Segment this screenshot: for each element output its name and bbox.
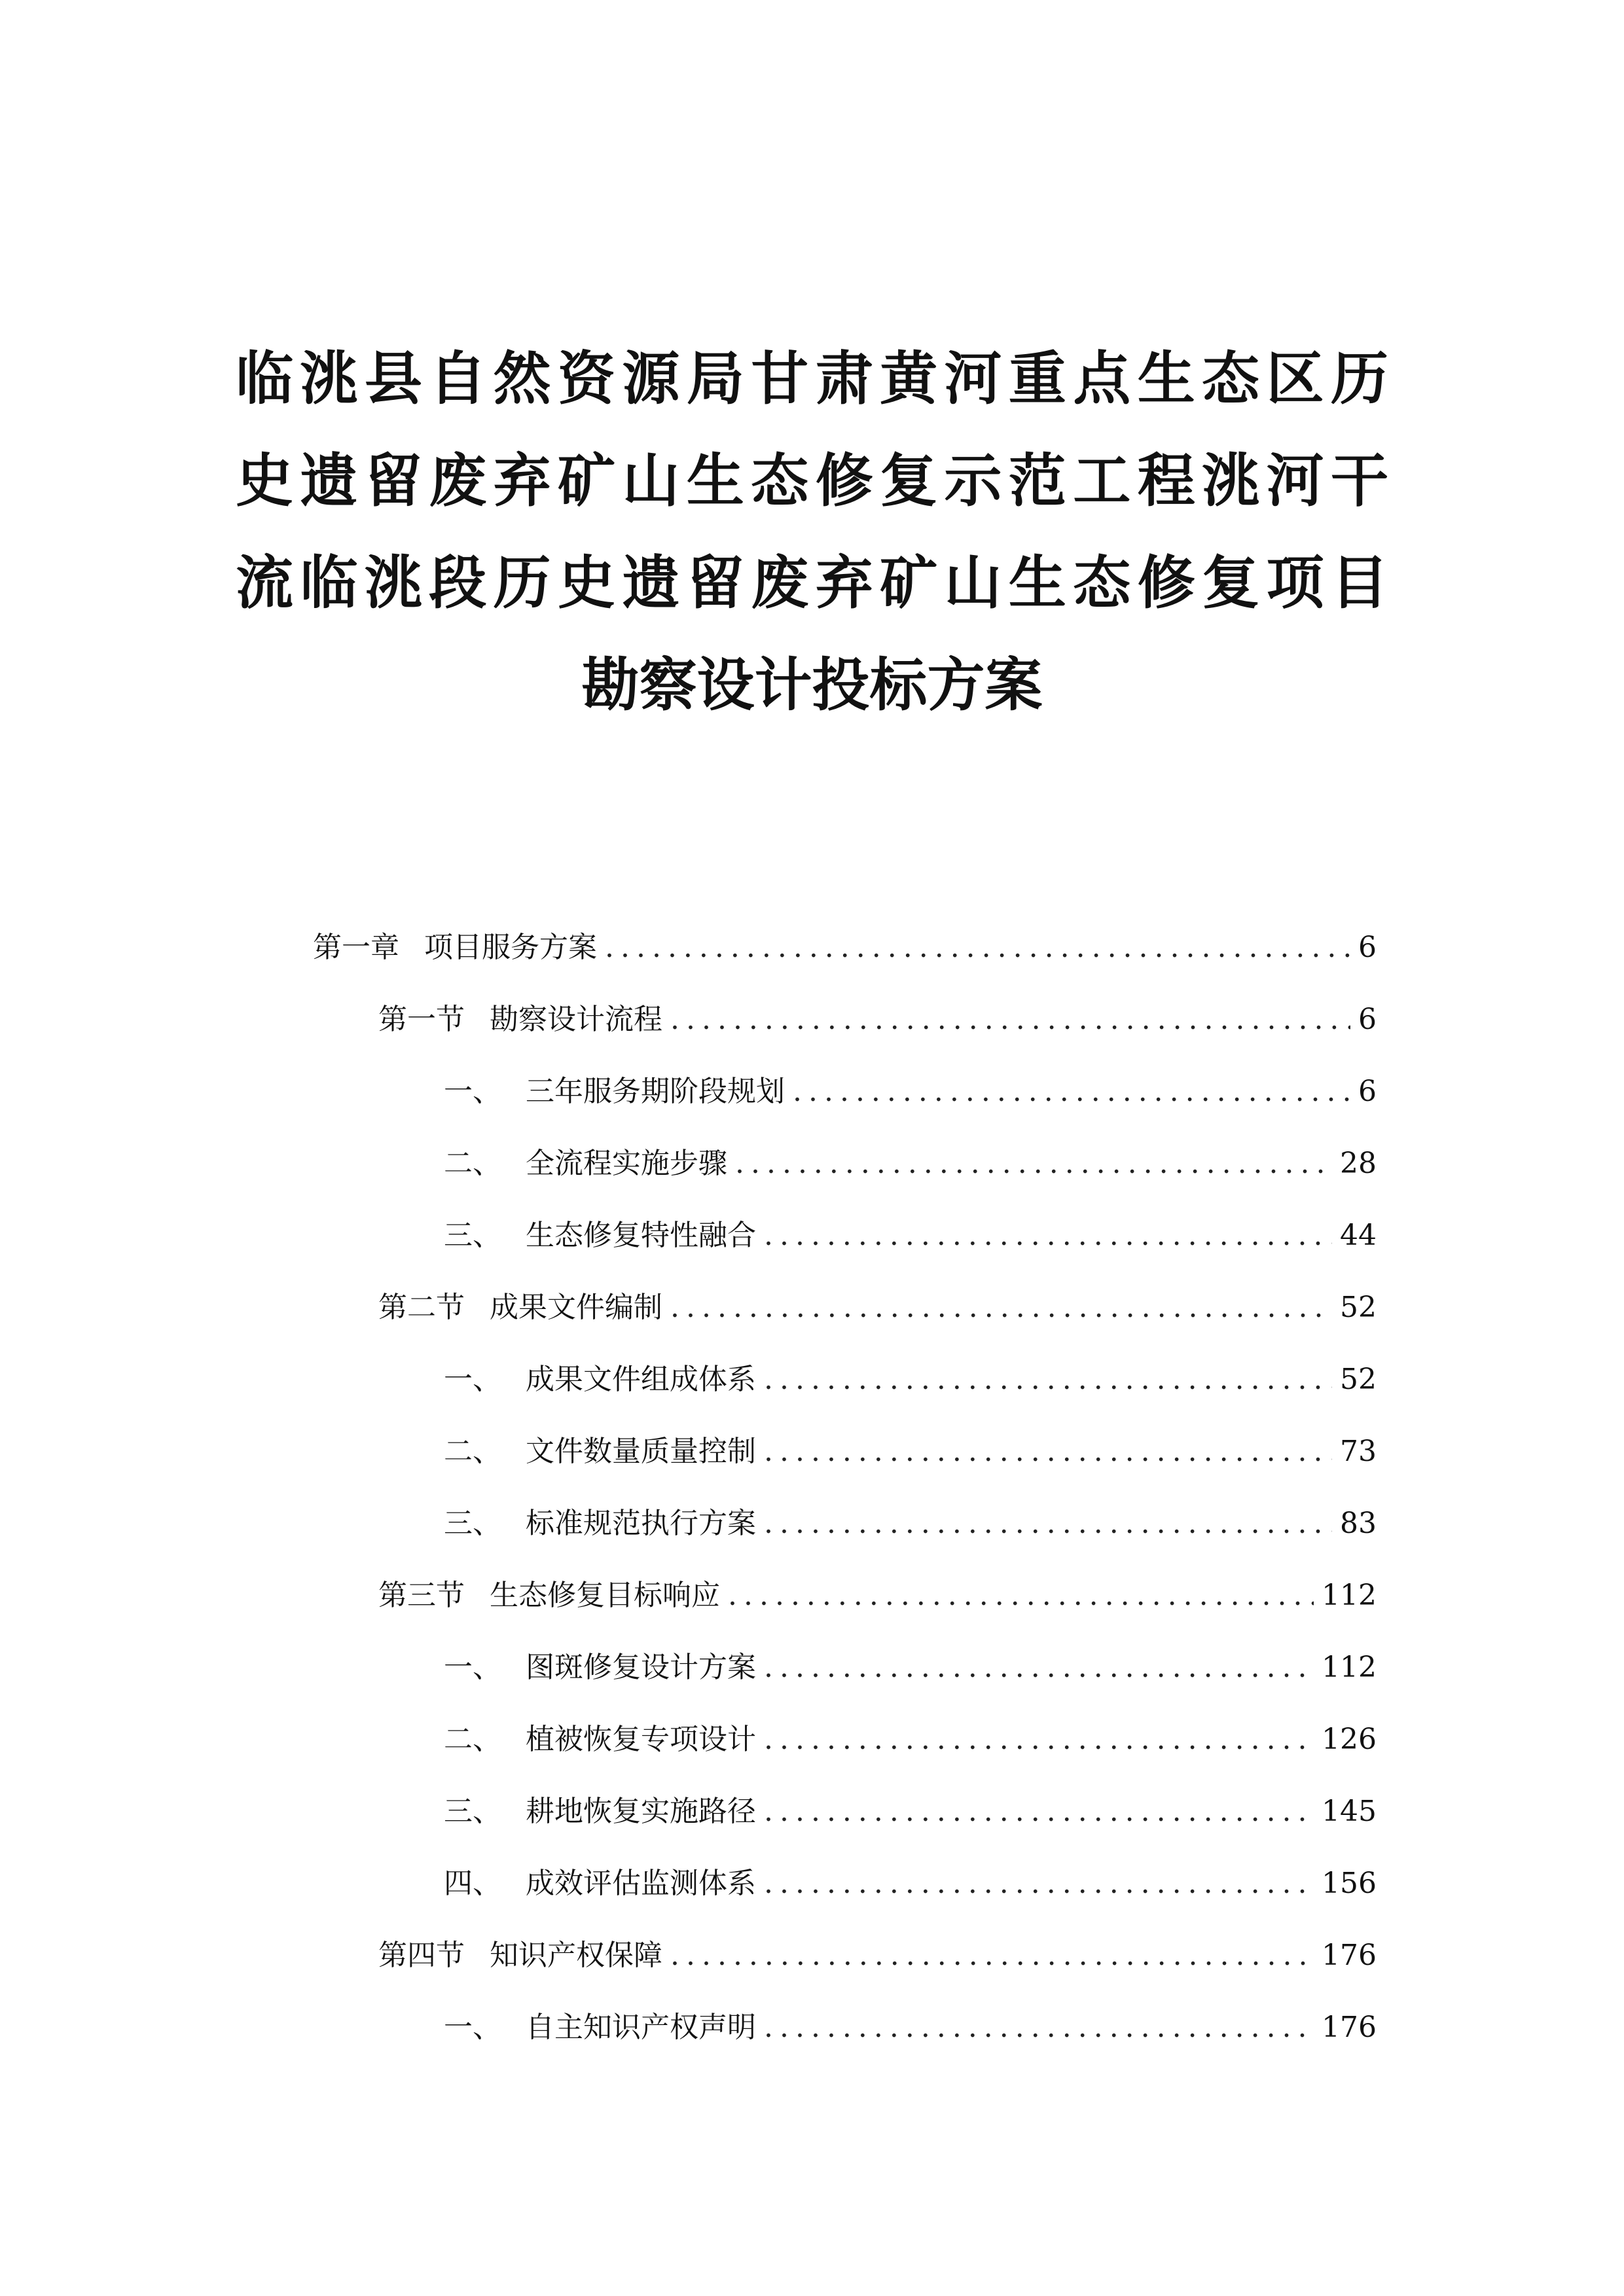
toc-leader-dots bbox=[728, 1573, 1314, 1619]
toc-entry-label: 图斑修复设计方案 bbox=[526, 1651, 756, 1684]
toc-entry-page: 52 bbox=[1340, 1363, 1377, 1396]
toc-entry[interactable] bbox=[444, 2005, 1377, 2051]
toc-entry-label: 成果文件组成体系 bbox=[526, 1363, 756, 1396]
toc-entry-number: 第三节 bbox=[378, 1579, 465, 1612]
toc-leader-dots bbox=[764, 1429, 1332, 1475]
toc-entry-page: 6 bbox=[1358, 931, 1377, 964]
toc-entry[interactable] bbox=[444, 1141, 1377, 1187]
toc-entry-number: 三、 bbox=[444, 1507, 501, 1540]
toc-entry-label: 成效评估监测体系 bbox=[526, 1867, 756, 1900]
toc-leader-dots bbox=[764, 1861, 1314, 1907]
toc-entry-number: 一、 bbox=[444, 1651, 501, 1684]
toc-entry[interactable] bbox=[444, 1717, 1377, 1763]
toc-entry-number: 第二节 bbox=[378, 1291, 465, 1324]
toc-entry-label: 勘察设计流程 bbox=[490, 1003, 662, 1036]
toc-leader-dots bbox=[764, 1357, 1332, 1403]
toc-entry-label: 植被恢复专项设计 bbox=[526, 1723, 756, 1756]
toc-entry[interactable] bbox=[378, 997, 1377, 1043]
toc-entry[interactable] bbox=[444, 1213, 1377, 1259]
toc-entry-label: 生态修复特性融合 bbox=[526, 1219, 756, 1252]
toc-entry[interactable] bbox=[378, 1933, 1377, 1979]
toc-entry-number: 一、 bbox=[444, 1075, 501, 1108]
toc-entry-page: 112 bbox=[1322, 1579, 1377, 1612]
toc-entry[interactable] bbox=[444, 1069, 1377, 1115]
toc-entry-page: 44 bbox=[1340, 1219, 1377, 1252]
toc-entry-number: 第四节 bbox=[378, 1939, 465, 1972]
toc-entry-page: 73 bbox=[1340, 1435, 1377, 1468]
toc-leader-dots bbox=[735, 1141, 1332, 1187]
toc-leader-dots bbox=[670, 997, 1350, 1043]
toc-entry-page: 145 bbox=[1322, 1795, 1377, 1828]
toc-entry[interactable] bbox=[313, 925, 1377, 971]
toc-leader-dots bbox=[764, 1717, 1314, 1763]
toc-entry-page: 176 bbox=[1322, 2011, 1377, 2044]
toc-entry-number: 二、 bbox=[444, 1435, 501, 1468]
toc-entry-number: 三、 bbox=[444, 1219, 501, 1252]
toc-entry-number: 一、 bbox=[444, 1363, 501, 1396]
toc-entry-number: 三、 bbox=[444, 1795, 501, 1828]
toc-entry-label: 文件数量质量控制 bbox=[526, 1435, 756, 1468]
title-line-1: 临洮县自然资源局甘肃黄河重点生态区历 bbox=[236, 344, 1388, 412]
toc-leader-dots bbox=[605, 925, 1350, 971]
toc-entry-label: 全流程实施步骤 bbox=[526, 1147, 727, 1180]
toc-leader-dots bbox=[670, 1285, 1332, 1331]
document-title bbox=[236, 327, 1388, 736]
toc-entry-label: 项目服务方案 bbox=[424, 931, 597, 964]
toc-leader-dots bbox=[764, 1213, 1332, 1259]
toc-entry-number: 二、 bbox=[444, 1723, 501, 1756]
toc-leader-dots bbox=[764, 1501, 1332, 1547]
toc-entry-page: 176 bbox=[1322, 1939, 1377, 1972]
toc-entry-label: 自主知识产权声明 bbox=[526, 2011, 756, 2044]
toc-leader-dots bbox=[764, 2005, 1314, 2051]
toc-entry-label: 知识产权保障 bbox=[490, 1939, 662, 1972]
toc-entry-page: 83 bbox=[1340, 1507, 1377, 1540]
toc-entry[interactable] bbox=[444, 1861, 1377, 1907]
toc-leader-dots bbox=[764, 1789, 1314, 1835]
toc-entry-page: 156 bbox=[1322, 1867, 1377, 1900]
toc-entry-label: 三年服务期阶段规划 bbox=[526, 1075, 785, 1108]
toc-entry[interactable] bbox=[378, 1573, 1377, 1619]
toc-entry[interactable] bbox=[444, 1429, 1377, 1475]
toc-entry-number: 四、 bbox=[444, 1867, 501, 1900]
toc-entry-number: 第一节 bbox=[378, 1003, 465, 1036]
title-line-2: 史遗留废弃矿山生态修复示范工程洮河干 bbox=[236, 446, 1388, 514]
toc-leader-dots bbox=[670, 1933, 1314, 1979]
toc-leader-dots bbox=[793, 1069, 1350, 1115]
toc-entry-page: 28 bbox=[1340, 1147, 1377, 1180]
toc-entry-page: 52 bbox=[1340, 1291, 1377, 1324]
toc-entry[interactable] bbox=[444, 1501, 1377, 1547]
toc-entry[interactable] bbox=[444, 1789, 1377, 1835]
toc-entry-label: 成果文件编制 bbox=[490, 1291, 662, 1324]
toc-entry-number: 第一章 bbox=[313, 931, 399, 964]
toc-entry[interactable] bbox=[444, 1645, 1377, 1691]
toc-entry-number: 一、 bbox=[444, 2011, 501, 2044]
toc-entry-label: 耕地恢复实施路径 bbox=[526, 1795, 756, 1828]
toc-entry-page: 126 bbox=[1322, 1723, 1377, 1756]
toc-entry[interactable] bbox=[444, 1357, 1377, 1403]
toc-entry-page: 6 bbox=[1358, 1075, 1377, 1108]
toc-entry-label: 标准规范执行方案 bbox=[526, 1507, 756, 1540]
toc-entry-page: 112 bbox=[1322, 1651, 1377, 1684]
toc-leader-dots bbox=[764, 1645, 1314, 1691]
toc-entry-number: 二、 bbox=[444, 1147, 501, 1180]
title-line-3: 流临洮段历史遗留废弃矿山生态修复项目 bbox=[236, 548, 1388, 617]
toc-entry[interactable] bbox=[378, 1285, 1377, 1331]
toc-entry-page: 6 bbox=[1358, 1003, 1377, 1036]
title-line-4: 勘察设计投标方案 bbox=[581, 651, 1043, 719]
toc-entry-label: 生态修复目标响应 bbox=[490, 1579, 720, 1612]
